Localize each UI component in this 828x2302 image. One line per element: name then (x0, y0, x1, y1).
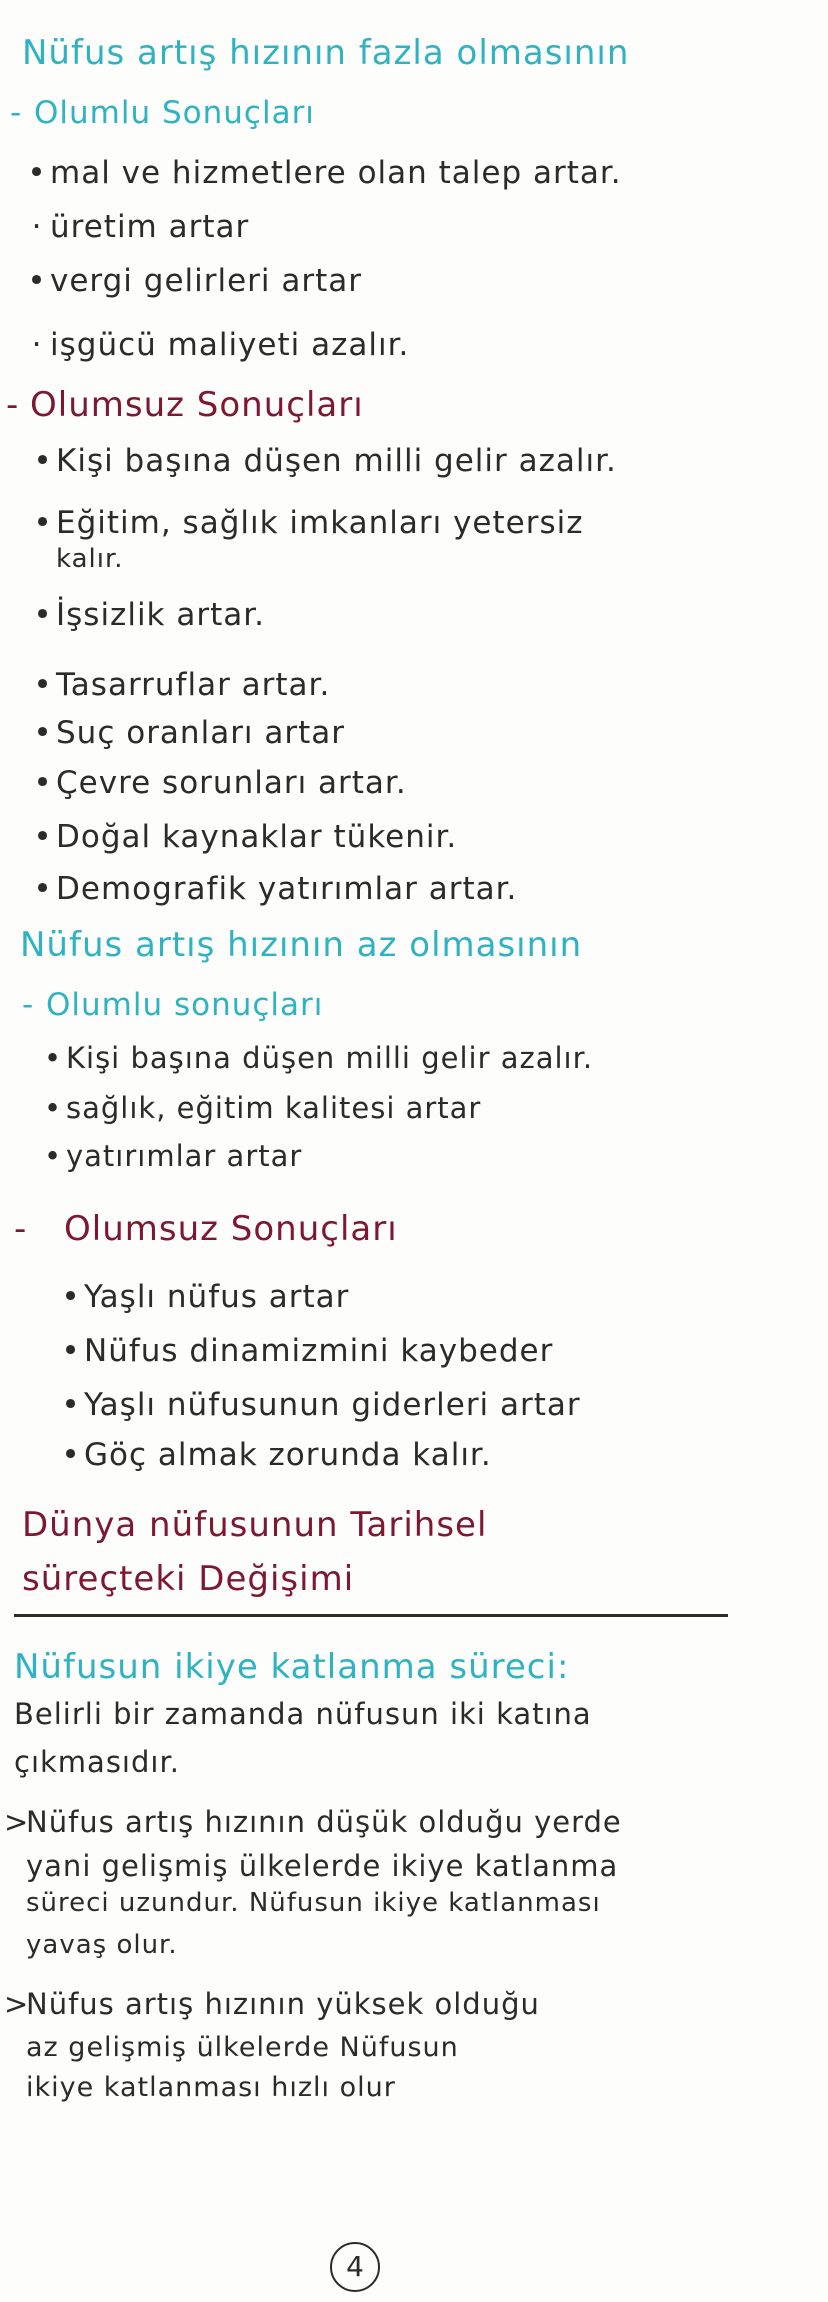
list-item: • sağlık, eğitim kalitesi artar (43, 1091, 482, 1125)
section2-negative-label: - Olumsuz Sonuçları (14, 1209, 398, 1249)
list-item: • Suç oranları artar (33, 715, 346, 751)
heading-high-growth: Nüfus artış hızının fazla olmasının (22, 33, 630, 73)
list-item: • yatırımlar artar (43, 1139, 303, 1173)
definition-line: Belirli bir zamanda nüfusun iki katına (14, 1697, 592, 1731)
list-item: • Göç almak zorunda kalır. (61, 1437, 492, 1473)
section1-positive-label: - Olumlu Sonuçları (10, 95, 315, 131)
list-item: • vergi gelirleri artar (27, 263, 363, 299)
list-item: • Tasarruflar artar. (33, 667, 331, 703)
list-item: • Çevre sorunları artar. (33, 765, 407, 801)
page-number: 4 (330, 2242, 380, 2292)
section2-positive-label: - Olumlu sonuçları (22, 987, 324, 1023)
title-underline (14, 1614, 728, 1617)
list-item: · üretim artar (31, 209, 250, 245)
list-item: • Kişi başına düşen milli gelir azalır. (33, 443, 617, 479)
point2-line: az gelişmiş ülkelerde Nüfusun (26, 2032, 459, 2063)
list-item: • Yaşlı nüfus artar (61, 1279, 350, 1315)
point2-line: >Nüfus artış hızının yüksek olduğu (4, 1987, 540, 2021)
heading-low-growth: Nüfus artış hızının az olmasının (20, 925, 583, 965)
doubling-label: Nüfusun ikiye katlanma süreci: (14, 1647, 570, 1687)
section1-negative-label: - Olumsuz Sonuçları (6, 385, 364, 425)
list-item: • Doğal kaynaklar tükenir. (33, 819, 458, 855)
definition-line: çıkmasıdır. (14, 1745, 180, 1779)
point2-line: ikiye katlanması hızlı olur (26, 2072, 396, 2103)
list-item: • Eğitim, sağlık imkanları yetersiz (33, 505, 584, 541)
list-item: • mal ve hizmetlere olan talep artar. (27, 155, 622, 191)
point1-line: yani gelişmiş ülkelerde ikiye katlanma (26, 1849, 619, 1883)
list-item: • Kişi başına düşen milli gelir azalır. (43, 1041, 594, 1075)
list-item-continuation: kalır. (56, 544, 124, 574)
list-item: • Nüfus dinamizmini kaybeder (61, 1333, 554, 1369)
history-title-line1: Dünya nüfusunun Tarihsel (22, 1505, 488, 1545)
point1-line: süreci uzundur. Nüfusun ikiye katlanması (26, 1888, 601, 1918)
point1-line: >Nüfus artış hızının düşük olduğu yerde (4, 1805, 622, 1839)
list-item: • İşsizlik artar. (33, 597, 266, 633)
list-item: • Yaşlı nüfusunun giderleri artar (61, 1387, 581, 1423)
point1-line: yavaş olur. (26, 1930, 178, 1960)
list-item: · işgücü maliyeti azalır. (31, 327, 410, 363)
history-title-line2: süreçteki Değişimi (22, 1559, 355, 1599)
list-item: • Demografik yatırımlar artar. (33, 871, 518, 907)
